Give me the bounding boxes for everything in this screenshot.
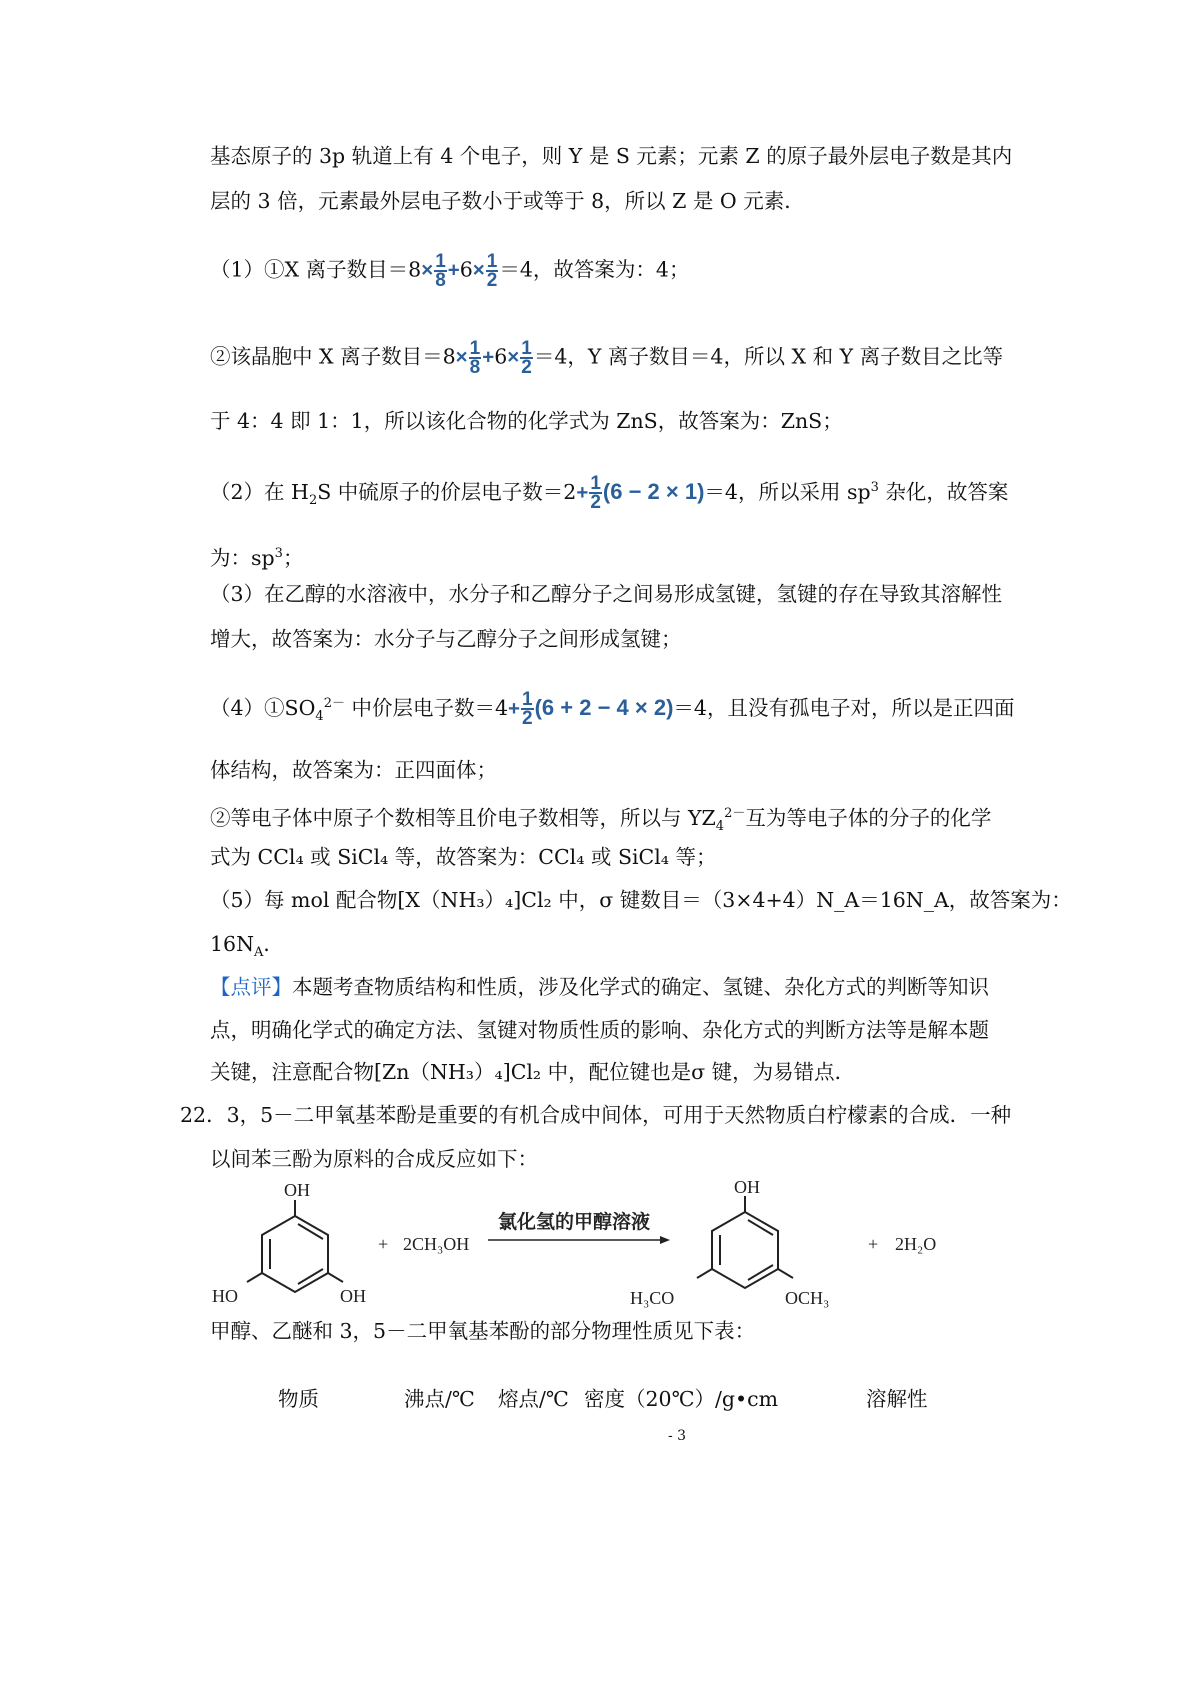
times-sign: × xyxy=(472,258,485,282)
fraction: $\frac{1}{2}$ xyxy=(521,338,532,378)
plus-sign: + xyxy=(482,345,495,369)
text: （1）①X 离子数目＝8 xyxy=(210,257,422,282)
paragraph-line: 体结构，故答案为：正四面体； xyxy=(210,758,497,782)
comment-tag: 【点评】 xyxy=(210,975,292,999)
times-sign: × xyxy=(507,345,520,369)
answer-1b-line: ②该晶胞中 X 离子数目＝8× $\frac{1}{8}$ +6× $\frac{1}{2}$ ＝4，Y 离子数目＝4，所以 X 和 Y 离子数目之比等 xyxy=(210,338,1004,378)
answer-4c-line: ②等电子体中原子个数相等且价电子数相等，所以与 $YZ_4^{2-}$互为等电子体的分子的化学 xyxy=(210,805,992,834)
comment-line: 【点评】本题考查物质结构和性质，涉及化学式的确定、氢键、杂化方式的判断等知识 xyxy=(210,975,989,999)
page-number: - 3 xyxy=(668,1428,687,1444)
text: ＝4，Y 离子数目＝4，所以 X 和 Y 离子数目之比等 xyxy=(533,344,1004,369)
paragraph-line: 式为 CCl₄ 或 SiCl₄ 等，故答案为：CCl₄ 或 SiCl₄ 等； xyxy=(210,845,717,869)
paragraph-line: 点，明确化学式的确定方法、氢键对物质性质的影响、杂化方式的判断方法等是解本题 xyxy=(210,1018,989,1042)
reagent-methanol: 2CH₃OH xyxy=(403,1234,470,1254)
answer-1-line: （1）①X 离子数目＝8× $\frac{1}{8}$ +6× $\frac{1}{2}$ ＝4，故答案为：4； xyxy=(210,251,690,291)
answer-4-line: $(4)①SO_4^{2-}$ 中价层电子数＝4+ $\frac{1}{2}$ (6 + 2 − 4 × 2)＝4，且没有孤电子对，所以是正四面 xyxy=(210,689,1015,730)
byproduct-water: 2H₂O xyxy=(895,1234,937,1254)
paragraph-line: （5）每 mol 配合物[X（NH₃）₄]Cl₂ 中，σ 键数目＝（3×4+4）N_A＝16N_A，故答案为： xyxy=(210,888,1072,912)
product-methoxy-right: OCH₃ xyxy=(785,1288,830,1308)
reactant-oh-top: OH xyxy=(284,1180,310,1200)
fraction: $\frac{1}{8}$ xyxy=(469,338,481,378)
reaction-condition: 氯化氢的甲醇溶液 xyxy=(498,1211,651,1233)
table-header-cell: 沸点/℃ xyxy=(404,1387,475,1411)
formula-paren: (6 − 2 × 1) xyxy=(602,478,705,504)
fraction: $\frac{1}{2}$ xyxy=(522,689,533,730)
answer-5b-line: $16N_A$． xyxy=(210,932,284,961)
table-header-cell: 熔点/℃ xyxy=(498,1387,569,1411)
fraction: $\frac{1}{8}$ xyxy=(435,251,446,291)
product-oh-top: OH xyxy=(734,1180,760,1197)
fraction: $\frac{1}{2}$ xyxy=(590,473,601,514)
paragraph-line: 于 4：4 即 1：1，所以该化合物的化学式为 ZnS，故答案为：ZnS； xyxy=(210,409,843,433)
table-header-cell: 物质 xyxy=(278,1387,319,1411)
plus-sign-2: + xyxy=(868,1234,879,1254)
answer-2b-line: 为：$sp^3$； xyxy=(210,545,304,570)
plus-sign: + xyxy=(447,258,460,282)
paragraph-line: 基态原子的 3p 轨道上有 4 个电子，则 Y 是 S 元素；元素 Z 的原子最外层电子数是其内 xyxy=(210,144,1013,168)
reactant-oh-left: HO xyxy=(212,1286,238,1306)
paragraph-line: 增大，故答案为：水分子与乙醇分子之间形成氢键； xyxy=(210,627,682,651)
paragraph-line: 甲醇、乙醚和 3，5－二甲氧基苯酚的部分物理性质见下表： xyxy=(210,1319,756,1343)
paragraph-line: 层的 3 倍，元素最外层电子数小于或等于 8，所以 Z 是 O 元素． xyxy=(210,189,805,213)
times-sign: × xyxy=(421,258,434,282)
product-dimethoxyphenol xyxy=(697,1196,793,1288)
reaction-scheme xyxy=(200,1180,1200,1310)
fraction: $\frac{1}{2}$ xyxy=(486,251,498,291)
table-header-cell: 密度（20℃）/g•cm xyxy=(584,1387,779,1411)
table-header-cell: 溶解性 xyxy=(866,1387,928,1411)
reactant-phloroglucinol xyxy=(247,1200,343,1292)
reactant-oh-right: OH xyxy=(340,1286,366,1306)
paragraph-line: （3）在乙醇的水溶液中，水分子和乙醇分子之间易形成氢键，氢键的存在导致其溶解性 xyxy=(210,582,1003,606)
question-22-line: 22．3，5－二甲氧基苯酚是重要的有机合成中间体，可用于天然物质白柠檬素的合成．一种 xyxy=(180,1103,1012,1127)
product-methoxy-left: H₃CO xyxy=(630,1288,675,1308)
text: ②该晶胞中 X 离子数目＝8 xyxy=(210,344,456,369)
paragraph-line: 关键，注意配合物[Zn（NH₃）₄]Cl₂ 中，配位键也是σ 键，为易错点． xyxy=(210,1060,856,1084)
text: ＝4，故答案为：4； xyxy=(499,257,690,282)
formula-paren: (6 + 2 − 4 × 2) xyxy=(534,694,674,720)
arrow-head xyxy=(660,1236,670,1244)
plus-sign-1: + xyxy=(378,1234,389,1254)
answer-2-line: （2）在 $H_2S$ 中硫原子的价层电子数＝2+ $\frac{1}{2}$ (6 − 2 × 1)＝4，所以采用 $sp^3$ 杂化，故答案 xyxy=(210,473,1009,514)
paragraph-line: 以间苯三酚为原料的合成反应如下： xyxy=(210,1147,538,1171)
times-sign: × xyxy=(455,345,468,369)
